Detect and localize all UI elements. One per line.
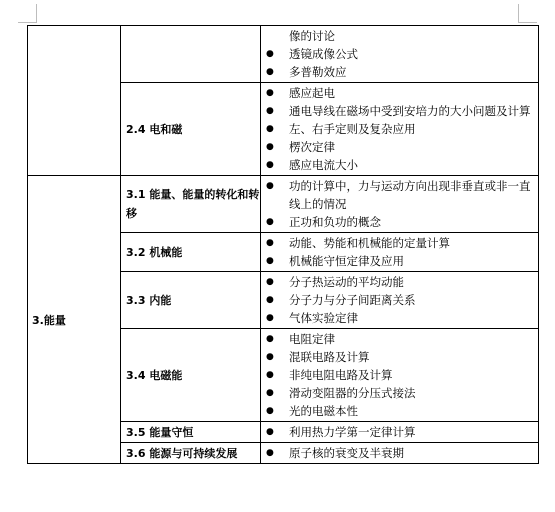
- subsection-title: 3.4 电磁能: [121, 329, 261, 422]
- list-item: 像的讨论: [289, 29, 335, 43]
- subsection-title: 3.5 能量守恒: [121, 422, 261, 443]
- items-cell: [261, 233, 539, 272]
- list-item: ● 左、右手定则及复杂应用: [261, 120, 538, 138]
- list-item: ● 分子力与分子间距离关系: [261, 291, 538, 309]
- subsection-title: 3.1 能量、能量的转化和转移: [121, 176, 261, 233]
- subsection-cell-empty: [121, 26, 261, 83]
- list-item: ● 多普勒效应: [261, 63, 538, 81]
- items-cell: [261, 422, 539, 443]
- items-cell: [261, 272, 539, 329]
- section-cell-empty: [28, 26, 121, 176]
- items-cell: [261, 83, 539, 176]
- list-item: ● 正功和负功的概念: [261, 213, 538, 231]
- corner-mark-right-v: [518, 4, 519, 22]
- list-item: ● 楞次定律: [261, 138, 538, 156]
- corner-mark-left-h: [18, 22, 37, 23]
- list-item: ● 感应起电: [261, 84, 538, 102]
- list-item: ● 滑动变阻器的分压式接法: [261, 384, 538, 402]
- corner-mark-right-h: [518, 22, 537, 23]
- section-title: 3.能量: [28, 176, 121, 464]
- corner-mark-left-v: [36, 4, 37, 22]
- list-item: ● 电阻定律: [261, 330, 538, 348]
- list-item: ● 功的计算中，力与运动方向出现非垂直或非一直线上的情况: [261, 177, 538, 213]
- subsection-title: 3.6 能源与可持续发展: [121, 443, 261, 464]
- items-cell: [261, 26, 539, 83]
- items-cell: [261, 329, 539, 422]
- items-cell: [261, 176, 539, 233]
- list-item: ● 原子核的衰变及半衰期: [261, 444, 538, 462]
- subsection-title: 3.2 机械能: [121, 233, 261, 272]
- list-item: ● 动能、势能和机械能的定量计算: [261, 234, 538, 252]
- items-cell: [261, 443, 539, 464]
- subsection-title: 3.3 内能: [121, 272, 261, 329]
- list-item: ● 混联电路及计算: [261, 348, 538, 366]
- list-item: ● 非纯电阻电路及计算: [261, 366, 538, 384]
- list-item: ● 通电导线在磁场中受到安培力的大小问题及计算: [261, 102, 538, 120]
- table-row: [28, 26, 539, 83]
- list-item: ● 分子热运动的平均动能: [261, 273, 538, 291]
- subsection-title: 2.4 电和磁: [121, 83, 261, 176]
- list-item: ● 透镜成像公式: [261, 45, 538, 63]
- list-item: ● 感应电流大小: [261, 156, 538, 174]
- list-item: ● 利用热力学第一定律计算: [261, 423, 538, 441]
- list-item: ● 光的电磁本性: [261, 402, 538, 420]
- syllabus-table: [27, 25, 539, 464]
- table-row: [28, 176, 539, 233]
- list-item: ● 机械能守恒定律及应用: [261, 252, 538, 270]
- list-item: ● 气体实验定律: [261, 309, 538, 327]
